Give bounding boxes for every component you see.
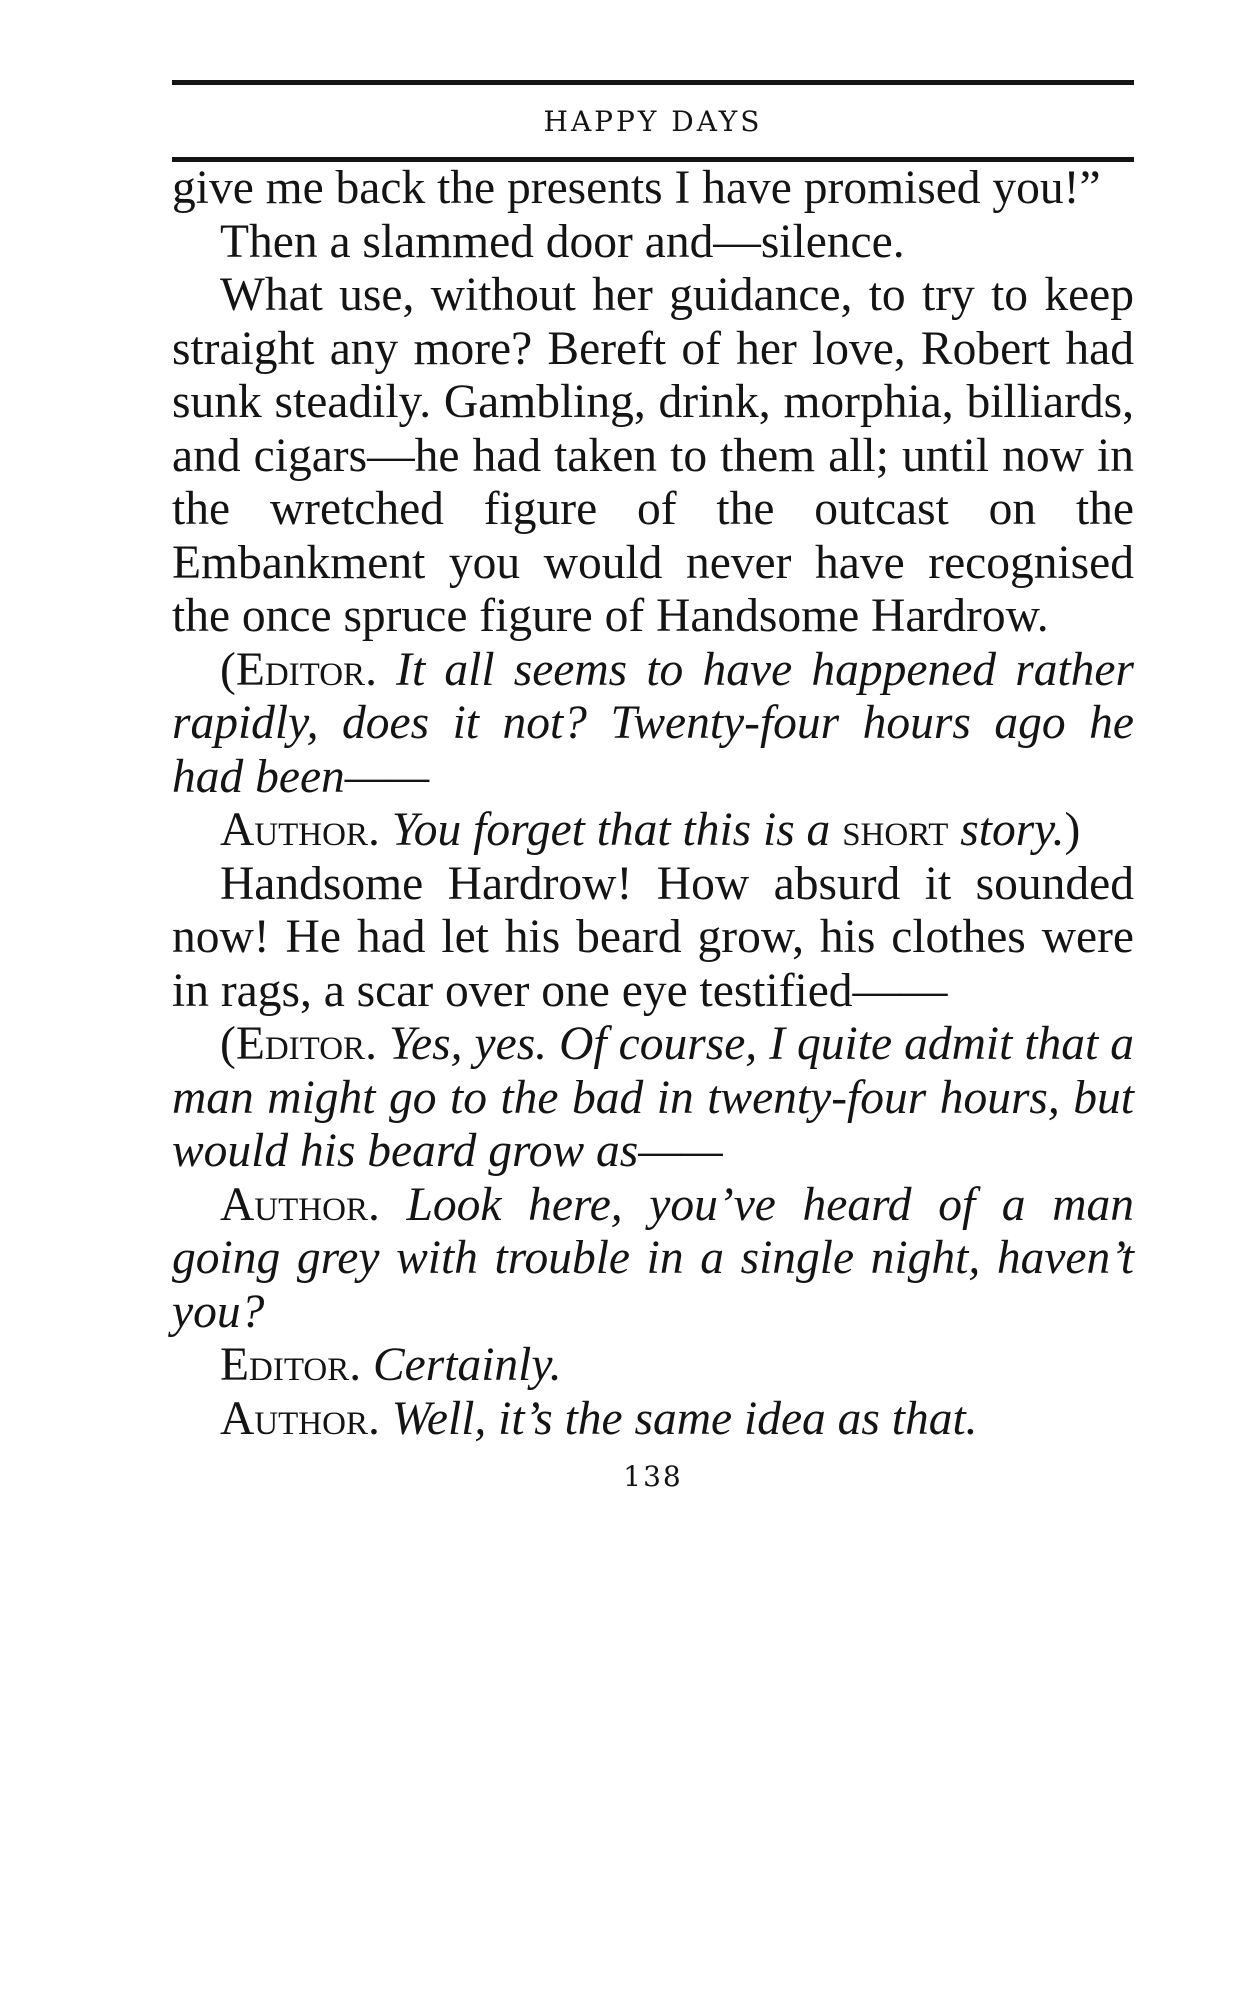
italic-text: Yes, yes. Of course, I quite admit that a man might go to the bad in twenty-four hours, but would his beard grow as—— xyxy=(172,1018,1134,1177)
paragraph xyxy=(172,1393,1134,1447)
italic-text: It all seems to have happened rather rapidly, does it not? Twenty-four hours ago he had been—— xyxy=(172,643,1134,803)
book-page xyxy=(172,80,1134,1493)
paragraph xyxy=(172,1339,1134,1393)
page-number: 138 xyxy=(623,1460,683,1493)
running-head: HAPPY DAYS xyxy=(543,105,763,138)
paragraph xyxy=(172,644,1134,805)
small-caps-text: Author. xyxy=(220,1178,380,1231)
paragraph xyxy=(172,216,1134,270)
italic-text: You forget that this is a xyxy=(379,804,843,856)
small-caps-text: Editor. xyxy=(220,1339,362,1391)
small-caps-text: Author. xyxy=(220,804,380,856)
paragraph xyxy=(172,1179,1134,1340)
body-text xyxy=(172,162,1134,1446)
small-caps-text: short xyxy=(842,804,949,856)
paragraph xyxy=(172,269,1134,644)
text-run: What use, without her guidance, to try to keep straight any more? Bereft of her love, Robert had sunk steadily. Gambling, drink, morphia, billiards, and cigars—he had taken to them all; until now in the wretched figure of the outcast on the Embankment you would never have recognised the once spruce figure of Handsome Hardrow. xyxy=(172,269,1134,642)
paragraph xyxy=(172,162,1134,216)
text-run: Handsome Hardrow! How absurd it sounded now! He had let his beard grow, his clothes were in rags, a scar over one eye testified—— xyxy=(172,857,1134,1017)
italic-text: story. xyxy=(948,804,1065,856)
italic-text: Well, it’s the same idea as that. xyxy=(379,1392,978,1445)
paragraph xyxy=(172,1018,1134,1179)
small-caps-text: Author. xyxy=(220,1392,380,1445)
paragraph xyxy=(172,858,1134,1019)
text-run: Then a slammed door and—silence. xyxy=(220,215,905,268)
text-run: ) xyxy=(1064,804,1081,856)
small-caps-text: Editor. xyxy=(235,643,377,696)
text-run: ( xyxy=(220,1018,236,1070)
italic-text: Certainly. xyxy=(361,1339,562,1391)
paragraph xyxy=(172,804,1134,858)
header-rule-top xyxy=(172,80,1134,85)
small-caps-text: Editor. xyxy=(235,1018,377,1070)
text-run: give me back the presents I have promised you!” xyxy=(172,162,1101,214)
text-run: ( xyxy=(220,643,236,696)
italic-text: Look here, you’ve heard of a man going grey with trouble in a single night, haven’t you? xyxy=(172,1178,1134,1338)
